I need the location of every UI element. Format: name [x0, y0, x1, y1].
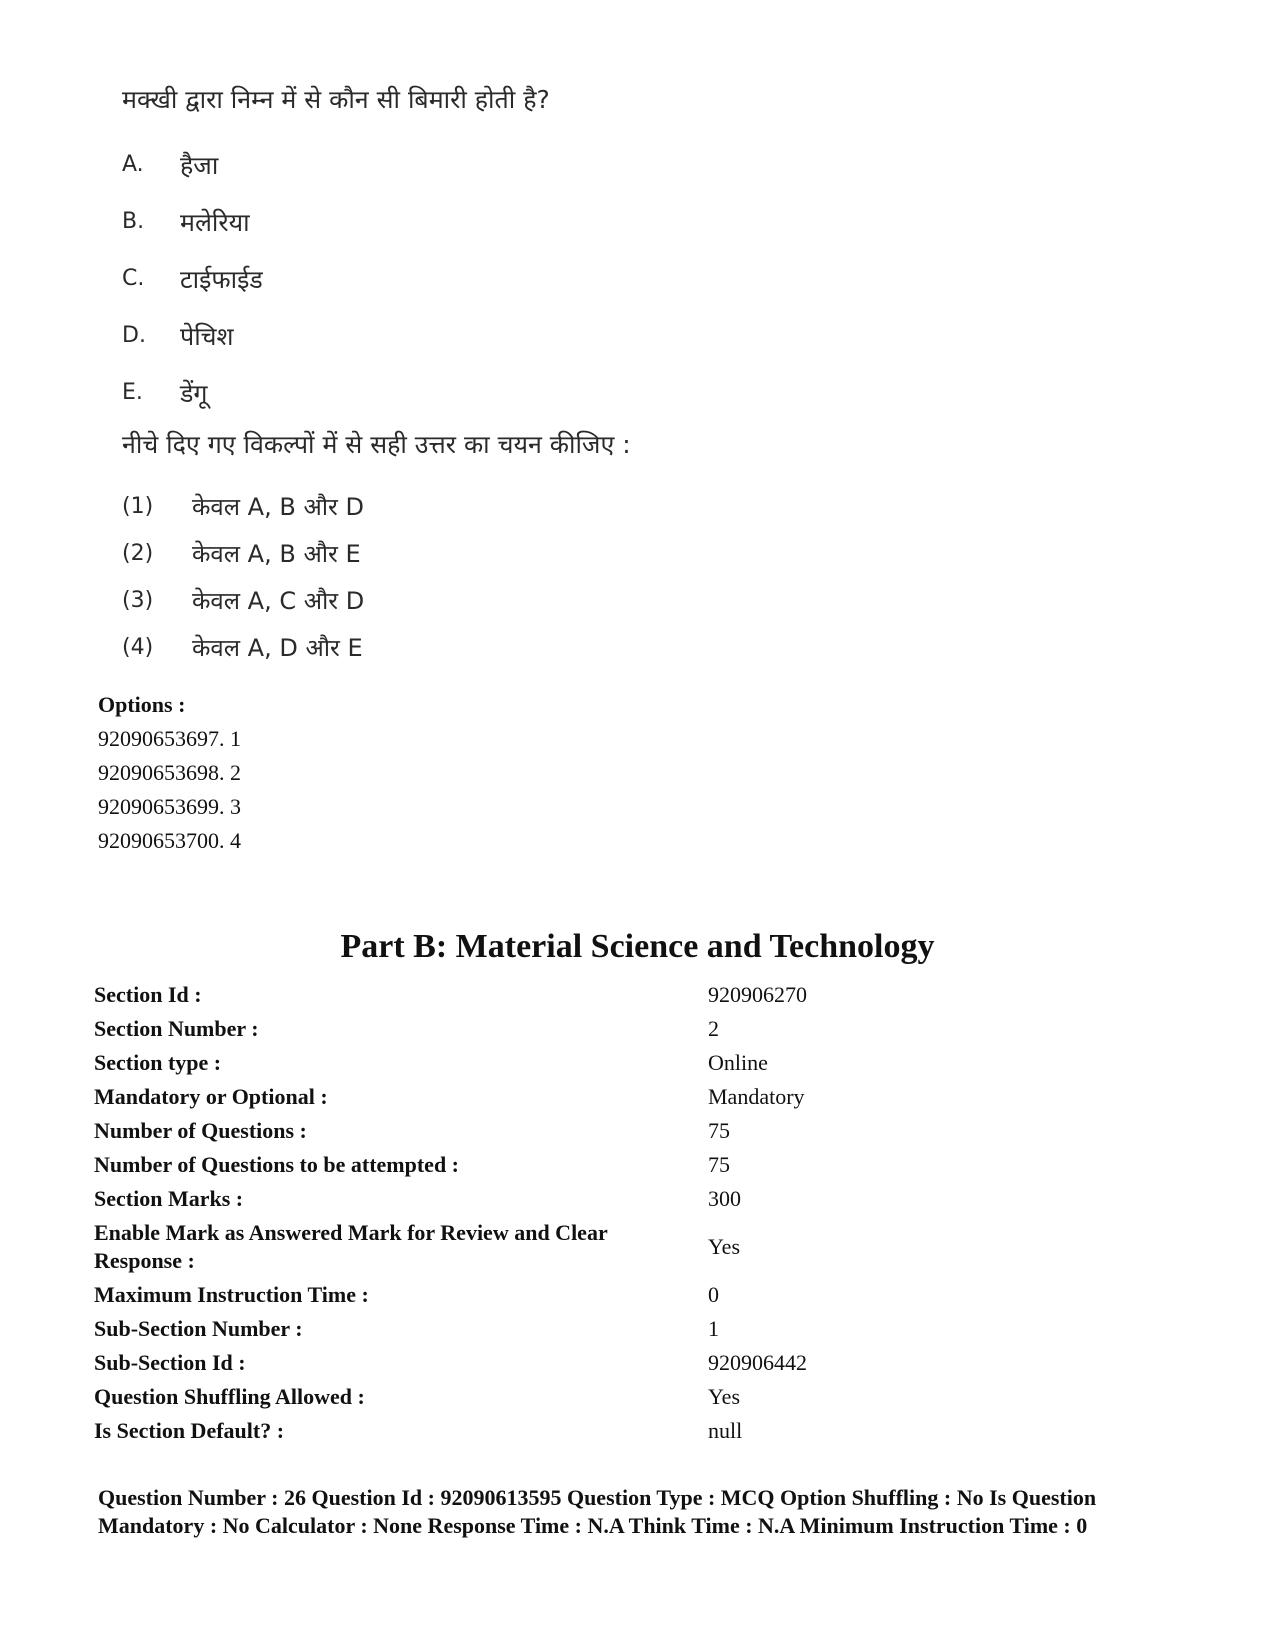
row-label: Is Section Default? : [94, 1418, 285, 1443]
choice-text: केवल A, D और E [192, 634, 363, 662]
row-value: Online [708, 1050, 768, 1075]
statement-letter: B. [122, 209, 145, 234]
option-item: 92090653697. 1 [98, 726, 241, 751]
statement-item [122, 364, 822, 421]
table-row [94, 1312, 1094, 1346]
row-value: Yes [708, 1234, 741, 1259]
row-value: 920906270 [708, 982, 807, 1007]
row-value: 300 [708, 1186, 741, 1211]
row-label: Maximum Instruction Time : [94, 1282, 369, 1307]
row-label: Number of Questions to be attempted : [94, 1152, 460, 1177]
table-row [94, 978, 1094, 1012]
table-row [94, 1046, 1094, 1080]
statement-item [122, 250, 822, 307]
row-value: Yes [708, 1384, 741, 1409]
row-value: Mandatory [708, 1084, 805, 1109]
statement-letter: D. [122, 323, 146, 348]
table-row [94, 1012, 1094, 1046]
section-details-table [94, 978, 1094, 1448]
table-row [94, 1080, 1094, 1114]
row-label: Section Marks : [94, 1186, 244, 1211]
row-label: Sub-Section Number : [94, 1316, 303, 1341]
table-row [94, 1414, 1094, 1448]
question-block [122, 82, 822, 671]
row-label: Section type : [94, 1050, 222, 1075]
statement-letter: A. [122, 152, 144, 177]
statement-letter: C. [122, 266, 145, 291]
table-row [94, 1182, 1094, 1216]
row-value: 75 [708, 1118, 730, 1143]
choice-text: केवल A, B और D [192, 493, 364, 521]
choice-item [122, 530, 822, 577]
row-value: null [708, 1418, 743, 1443]
row-label: Number of Questions : [94, 1118, 307, 1143]
question-stem: मक्खी द्वारा निम्न में से कौन सी बिमारी होती है? [122, 85, 550, 114]
table-row [94, 1346, 1094, 1380]
question-instruction: नीचे दिए गए विकल्पों में से सही उत्तर का चयन कीजिए : [122, 430, 631, 459]
choice-number: (3) [122, 588, 154, 613]
row-label: Mandatory or Optional : [94, 1084, 328, 1109]
option-item: 92090653699. 3 [98, 794, 241, 819]
row-label: Section Id : [94, 982, 202, 1007]
choice-item [122, 577, 822, 624]
row-value: 0 [708, 1282, 719, 1307]
statement-text: मलेरिया [180, 207, 250, 237]
row-label: Sub-Section Id : [94, 1350, 246, 1375]
row-value: 1 [708, 1316, 719, 1341]
choice-item [122, 483, 822, 530]
choice-text: केवल A, C और D [192, 587, 365, 615]
row-value: 2 [708, 1016, 719, 1041]
statement-item [122, 307, 822, 364]
statement-text: डेंगू [180, 378, 208, 408]
option-item: 92090653698. 2 [98, 760, 241, 785]
question-info: Question Number : 26 Question Id : 92090613595 Question Type : MCQ Option Shuffling : No Is Question Mandatory : No Calculator : None Response Time : N.A Think Time : N.A Minimum Instruction Time : 0 [98, 1485, 1097, 1538]
statement-text: हैजा [180, 150, 219, 180]
table-row [94, 1148, 1094, 1182]
part-title: Part B: Material Science and Technology [340, 928, 935, 965]
statement-list [122, 136, 822, 421]
table-row [94, 1114, 1094, 1148]
statement-item [122, 193, 822, 250]
statement-text: पेचिश [180, 321, 234, 351]
table-row [94, 1216, 1094, 1278]
choice-item [122, 624, 822, 671]
table-row [94, 1278, 1094, 1312]
choice-number: (1) [122, 494, 154, 519]
statement-item [122, 136, 822, 193]
row-value: 920906442 [708, 1350, 807, 1375]
choice-text: केवल A, B और E [192, 540, 361, 568]
row-label: Section Number : [94, 1016, 259, 1041]
options-label: Options : [98, 692, 186, 717]
choice-number: (4) [122, 635, 154, 660]
row-label: Question Shuffling Allowed : [94, 1384, 365, 1409]
options-block [98, 688, 241, 858]
table-row [94, 1380, 1094, 1414]
statement-letter: E. [122, 380, 143, 405]
statement-text: टाईफाईड [180, 264, 263, 294]
choice-number: (2) [122, 541, 154, 566]
row-label: Enable Mark as Answered Mark for Review and Clear Response : [94, 1220, 608, 1273]
option-item: 92090653700. 4 [98, 828, 241, 853]
choice-list [122, 483, 822, 671]
row-value: 75 [708, 1152, 730, 1177]
